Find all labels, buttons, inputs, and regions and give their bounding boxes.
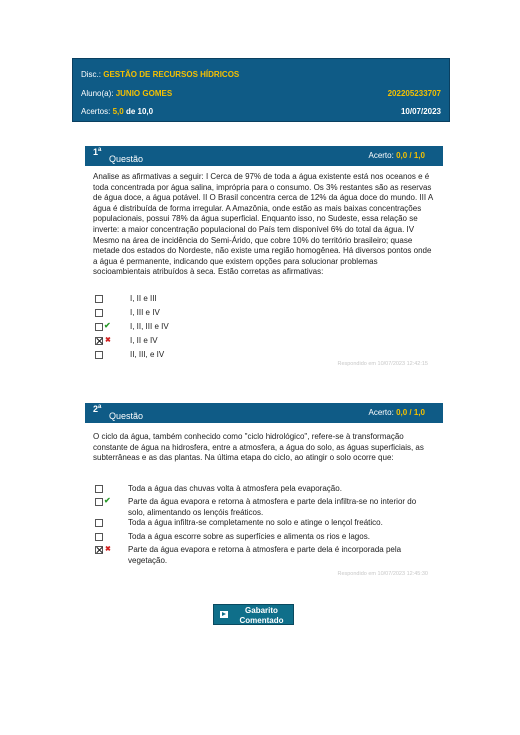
student-name: JUNIO GOMES: [115, 89, 173, 98]
x-icon: ✖: [105, 337, 111, 344]
question-1-header: [85, 146, 443, 166]
score-total: de 10,0: [125, 107, 154, 116]
score-row: [81, 107, 441, 116]
question-label: Questão: [109, 411, 144, 421]
question-1-option[interactable]: I, II e III: [93, 294, 433, 308]
responded-timestamp: Respondido em 10/07/2023 12:42:15: [337, 361, 428, 367]
gabarito-comentado-button[interactable]: Gabarito Comentado: [213, 604, 294, 625]
question-label: Questão: [109, 154, 144, 164]
question-number: 1$^a$: [93, 147, 102, 157]
student-row: [81, 89, 441, 98]
question-1-text: Analise as afirmativas a seguir: I Cerca de 97% de toda a água existente está nos oceanos e é toda concentrada por água salina, imprópria para o consumo. Os 3% restantes são as reservas de água doce, a água potável. II O Brasil concentra cerca de 12% da água doce do mundo. III A água é distribuída de forma irregular. A Amazônia, onde estão as mais baixas concentrações populacionais, possui 78% da água superficial. Enquanto isso, no Sudeste, essa relação se inverte: a maior concentração populacional do País tem disponível 6% do total da água. IV Mesmo na área de incidência do Semi-Árido, que cobre 10% do território brasileiro; quase metade dos estados do Nordeste, não existe uma região homogênea. Há diversos pontos onde a água é permanente, indicando que existem opções para solucionar problemas socioambientais atribuídos à seca. Estão corretas as afirmativas:: [93, 172, 433, 277]
checkbox[interactable]: [95, 498, 103, 506]
check-icon: ✔: [104, 496, 111, 505]
question-2-option[interactable]: Toda a água escorre sobre as superfícies e alimenta os rios e lagos.: [93, 532, 433, 546]
question-2-option[interactable]: ✖ Parte da água evapora e retorna à atmosfera e parte dela é incorporada pela vegetação.: [93, 545, 433, 569]
checkbox[interactable]: [95, 519, 103, 527]
responded-timestamp: Respondido em 10/07/2023 12:45:30: [337, 571, 428, 577]
checkbox[interactable]: [95, 295, 103, 303]
question-score: Acerto: 0,0 / 1,0: [368, 408, 425, 417]
question-1-option[interactable]: ✖ I, II e IV: [93, 336, 433, 350]
exam-date: 10/07/2023: [400, 107, 441, 116]
question-1-option[interactable]: ✔ I, II, III e IV: [93, 322, 433, 336]
checkbox[interactable]: [95, 323, 103, 331]
question-2-option[interactable]: ✔ Parte da água evapora e retorna à atmosfera e parte dela infiltra-se no interior do solo, alimentando os lençóis freáticos.: [93, 497, 433, 521]
question-1-option[interactable]: I, III e IV: [93, 308, 433, 322]
question-2-option[interactable]: Toda a água das chuvas volta à atmosfera pela evaporação.: [93, 484, 433, 498]
student-id: 202205233707: [387, 89, 441, 98]
question-number: 2$^a$: [93, 404, 102, 414]
x-icon: ✖: [105, 546, 111, 553]
discipline-row: [81, 70, 441, 79]
question-2-option[interactable]: Toda a água infiltra-se completamente no solo e atinge o lençol freático.: [93, 518, 433, 532]
checkbox[interactable]: [95, 485, 103, 493]
question-1-option[interactable]: II, III, e IV: [93, 350, 433, 364]
video-icon: [220, 611, 228, 618]
checkbox-checked[interactable]: [95, 337, 103, 345]
checkbox[interactable]: [95, 309, 103, 317]
checkbox-checked[interactable]: [95, 546, 103, 554]
checkbox[interactable]: [95, 351, 103, 359]
score-label: Acertos:: [81, 107, 111, 116]
question-2-text: O ciclo da água, também conhecido como "ciclo hidrológico", refere-se à transformação constante de água na hidrosfera, entre a atmosfera, a água do solo, as águas superficiais, as subterrâneas e as das plantas. Na última etapa do ciclo, ao atingir o solo ocorre que:: [93, 432, 424, 463]
check-icon: ✔: [104, 321, 111, 330]
question-2-header: [85, 403, 443, 423]
exam-header: [72, 58, 450, 122]
discipline-value: GESTÃO DE RECURSOS HÍDRICOS: [103, 70, 240, 79]
score-value: 5,0: [112, 107, 124, 116]
checkbox[interactable]: [95, 533, 103, 541]
question-score: Acerto: 0,0 / 1,0: [368, 151, 425, 160]
discipline-label: Disc.:: [81, 70, 101, 79]
student-label: Aluno(a):: [81, 89, 114, 98]
